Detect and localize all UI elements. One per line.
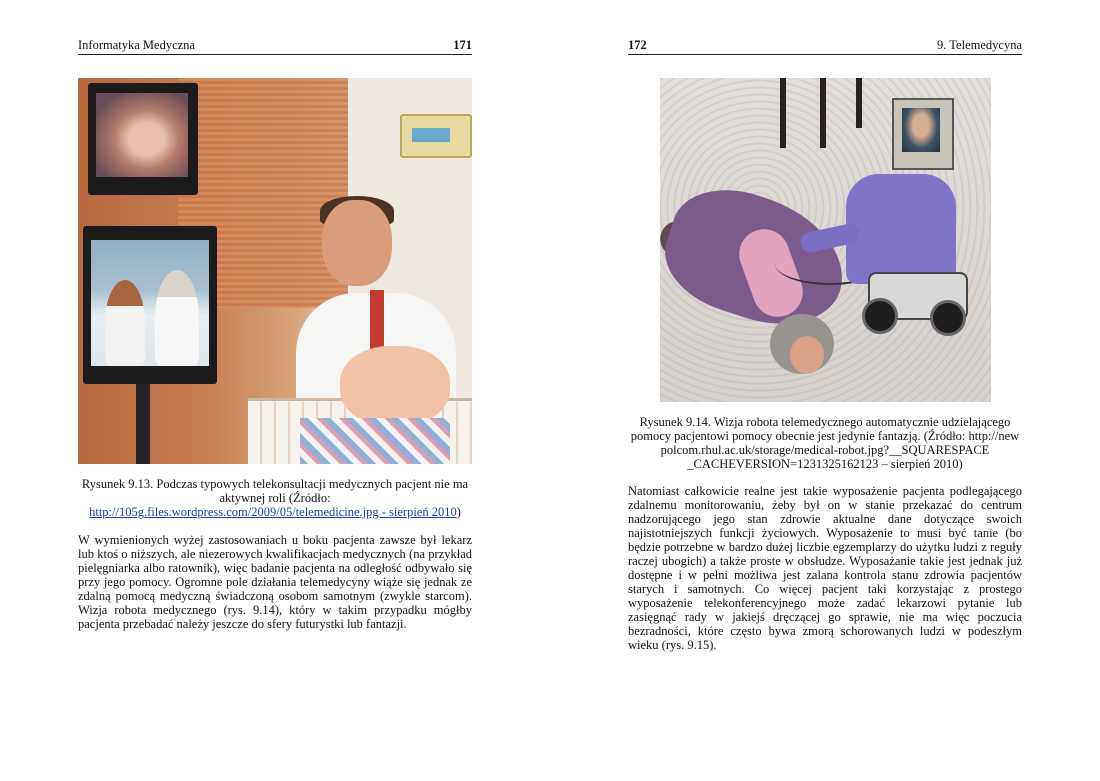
telemedicine-consultation-photo <box>78 78 472 464</box>
right-page-header <box>628 38 1022 55</box>
medical-robot-photo <box>660 78 991 402</box>
figure-9-14-caption: Rysunek 9.14. Wizja robota telemedycznego automatycznie udzielającego pomocy pacjentowi pomocy obecnie jest jedynie fantazją. (Źródło: http://new polcom.rhul.ac.uk/storage/medical-robot.jpg?__SQUARESPACE _CACHEVERSION=1231325162123 – sierpień 2010) <box>630 415 1020 471</box>
figure-9-13-caption: Rysunek 9.13. Podczas typowych telekonsultacji medycznych pacjent nie ma aktywnej roli (Źródło: http://105g.files.wordpress.com/2009/05/telemedicine.jpg - sierpień 2010) <box>81 477 469 519</box>
left-body-paragraph: W wymienionych wyżej zastosowaniach u boku pacjenta zawsze był lekarz lub ktoś o niższych, ale niezerowych kwalifikacjach medycznych (na przykład pielęgniarka albo ratownik), więc badanie pacjenta na odległość odbywało się przy jego pomocy. Ogromne pole działania telemedycyny wiąże się jednak ze zdalną pomocą medyczną świadczoną osobom samotnym (zwykle starcom). Wizja robota medycznego (rys. 9.14), który w takim przypadku mógłby pacjenta przebadać należy jeszcze do sfery futurystki lub fantazji. <box>78 533 472 631</box>
page-number-left: 171 <box>453 38 472 52</box>
chapter-title: 9. Telemedycyna <box>937 38 1022 52</box>
book-title: Informatyka Medyczna <box>78 38 195 52</box>
right-body-paragraph: Natomiast całkowicie realne jest takie wyposażenie pacjenta podlegającego zdalnemu monitorowaniu, żeby był on w stanie przekazać do centrum nadzorującego jego stan zdrowie aktualne dane dotyczące swoich najistotniejszych funkcji życiowych. Wyposażenie to musi być tanie (bo będzie potrzebne w bardzo dużej liczbie egzemplarzy do użytku ludzi z reguły raczej ubogich) a także proste w obsłudze. Wyposażanie takie jest jednak już dostępne i w pełni możliwa jest zalana kontrola stanu zdrowia pacjentów starych i samotnych. Co więcej pacjent taki korzystając z prostego wyposażenie telekonferencyjnego może zadać lekarzowi pytanie lub zasięgnąć rady w jakiejś dręczącej go sprawie, nie ma więc poczucia bezradności, które często bywa zmorą schorowanych ludzi w podeszłym wieku (rys. 9.15). <box>628 484 1022 652</box>
right-page <box>550 0 1100 781</box>
page-number-right: 172 <box>628 38 647 52</box>
left-page-header <box>78 38 472 55</box>
figure-source-link[interactable]: http://105g.files.wordpress.com/2009/05/telemedicine.jpg - sierpień 2010 <box>89 505 457 519</box>
